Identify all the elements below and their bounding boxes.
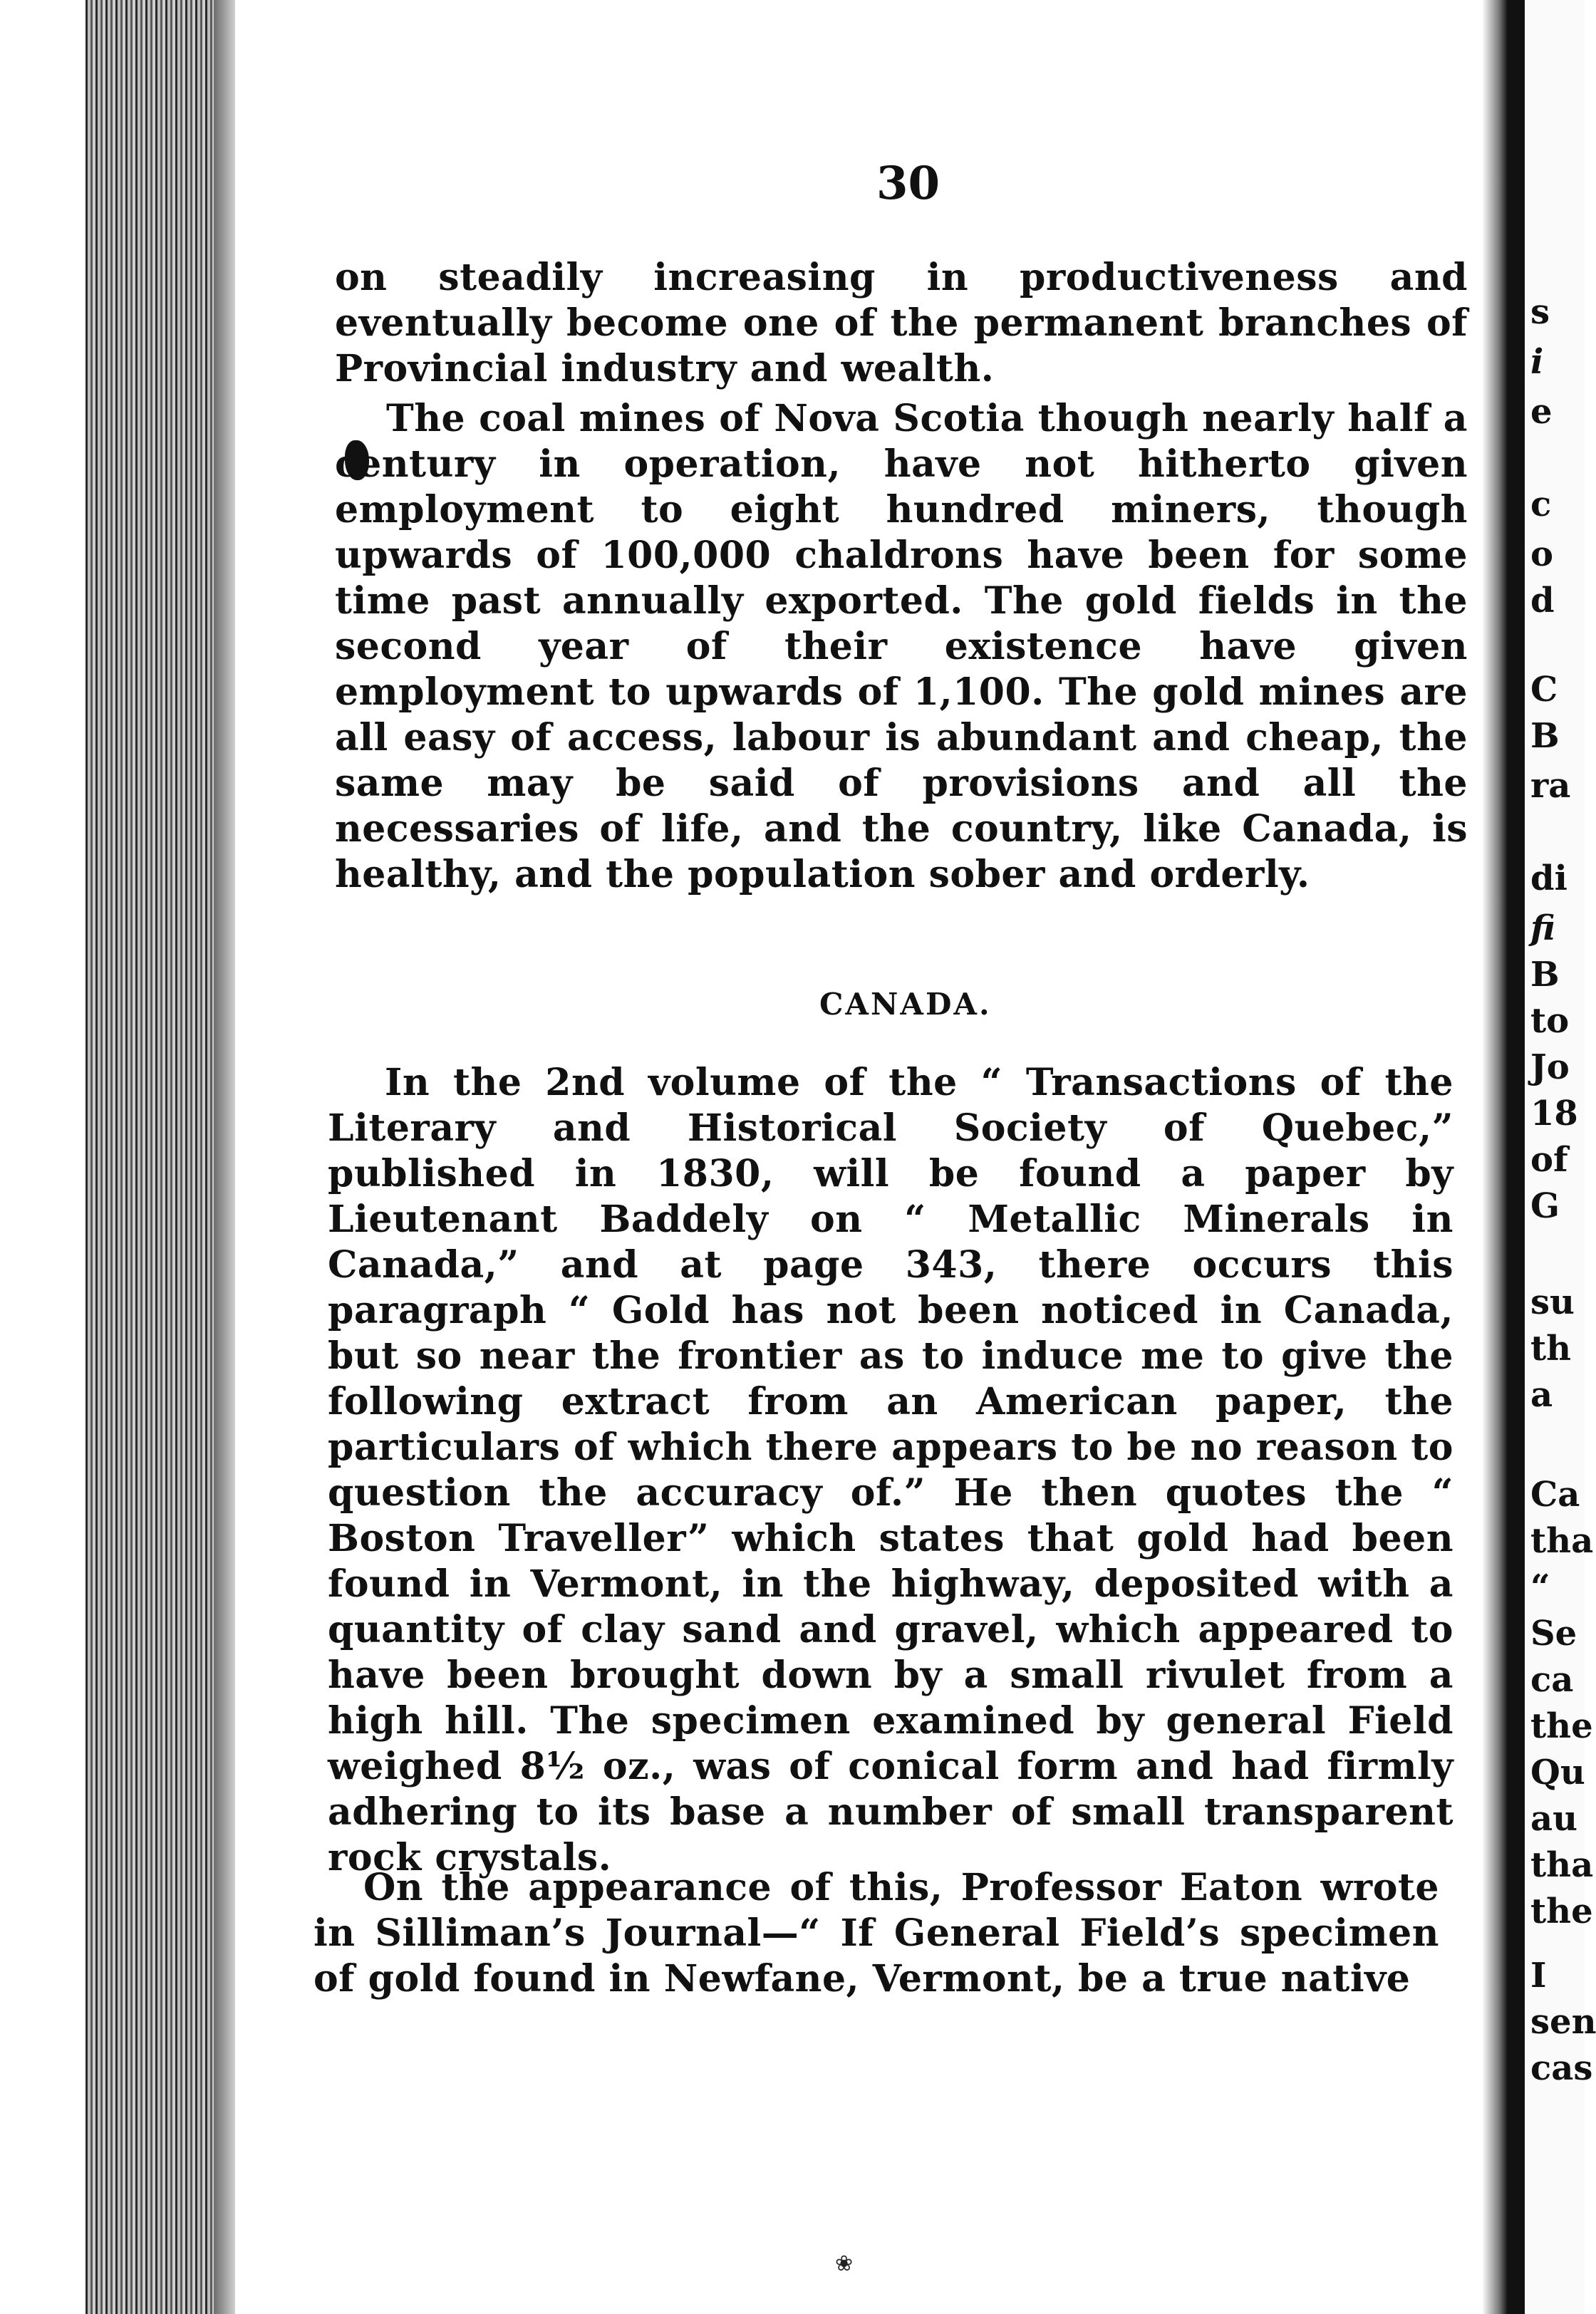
- facing-page-text: Se: [1530, 1614, 1577, 1654]
- section-heading: CANADA.: [819, 987, 992, 1022]
- facing-page-text: th: [1530, 1329, 1572, 1369]
- paragraph: [335, 396, 1468, 898]
- facing-page-text: a: [1530, 1375, 1553, 1415]
- ornament-mark: ❀: [835, 2251, 854, 2276]
- page-number: 30: [876, 157, 940, 210]
- facing-page-fragment: [1525, 0, 1596, 2314]
- facing-page-text: the: [1530, 1706, 1593, 1746]
- facing-page-text: to: [1530, 1001, 1570, 1041]
- facing-page-text: C: [1530, 670, 1558, 710]
- facing-page-text: au: [1530, 1799, 1577, 1839]
- book-page-edges: [86, 0, 221, 2314]
- facing-page-text: of: [1530, 1140, 1568, 1180]
- facing-page-text: sen: [1530, 2002, 1596, 2042]
- facing-page-text: B: [1530, 955, 1560, 995]
- paragraph-text: On the appearance of this, Professor Eaton wrote in Silliman’s Journal—“ If General Field’s specimen of gold found in Newfane, Vermont, be a true native: [314, 1866, 1439, 2001]
- facing-page-text: s: [1530, 292, 1550, 332]
- facing-page-text: ra: [1530, 766, 1571, 806]
- facing-page-text: i: [1530, 342, 1544, 382]
- facing-page-text: su: [1530, 1282, 1575, 1322]
- facing-page-text: o: [1530, 534, 1554, 574]
- paragraph-text: The coal mines of Nova Scotia though nearly half a century in operation, have not hitherto given employment to eight hundred miners, though upwards of 100,000 chaldrons have been for some time past annually exported. The gold fields in the second year of their existence have given employment to upwards of 1,100. The gold mines are all easy of access, labour is abundant and cheap, the same may be said of provisions and all the necessaries of life, and the country, like Canada, is healthy, and the population sober and orderly.: [335, 397, 1468, 896]
- facing-page-text: 18: [1530, 1094, 1578, 1133]
- facing-page-text: Qu: [1530, 1753, 1585, 1792]
- facing-page-text: I: [1530, 1956, 1547, 1996]
- facing-page-text: “: [1530, 1567, 1550, 1607]
- paragraph: [328, 1060, 1454, 1881]
- facing-page-text: di: [1530, 858, 1568, 898]
- facing-page-text: tha: [1530, 1521, 1594, 1561]
- facing-page-text: cas: [1530, 2048, 1593, 2088]
- facing-page-text: fi: [1530, 908, 1555, 948]
- facing-page-text: B: [1530, 716, 1560, 756]
- page-gutter: [1482, 0, 1525, 2314]
- facing-page-text: ca: [1530, 1660, 1574, 1700]
- facing-page-text: Jo: [1530, 1047, 1570, 1087]
- paragraph: [335, 255, 1468, 392]
- facing-page-text: e: [1530, 392, 1553, 432]
- paragraph-text: on steadily increasing in productiveness and eventually become one of the permanent branches of Provincial industry and wealth.: [335, 256, 1468, 390]
- paragraph: [314, 1865, 1439, 2002]
- facing-page-text: G: [1530, 1186, 1560, 1226]
- facing-page-text: the: [1530, 1892, 1593, 1931]
- facing-page-text: d: [1530, 581, 1555, 621]
- facing-page-text: c: [1530, 484, 1552, 524]
- paragraph-text: In the 2nd volume of the “ Transactions of the Literary and Historical Society of Quebec,” published in 1830, will be found a paper by Lieutenant Baddely on “ Metallic Minerals in Canada,” and at page 343, there occurs this paragraph “ Gold has not been noticed in Canada, but so near the frontier as to induce me to give the following extract from an American paper, the particulars of which there appears to be no reason to question the accuracy of.” He then quotes the “ Boston Traveller” which states that gold had been found in Vermont, in the highway, deposited with a quantity of clay sand and gravel, which appeared to have been brought down by a small rivulet from a high hill. The specimen examined by general Field weighed 8½ oz., was of conical form and had firmly adhering to its base a number of small transparent rock crystals.: [328, 1061, 1454, 1879]
- facing-page-text: Ca: [1530, 1475, 1580, 1515]
- facing-page-text: tha: [1530, 1845, 1594, 1885]
